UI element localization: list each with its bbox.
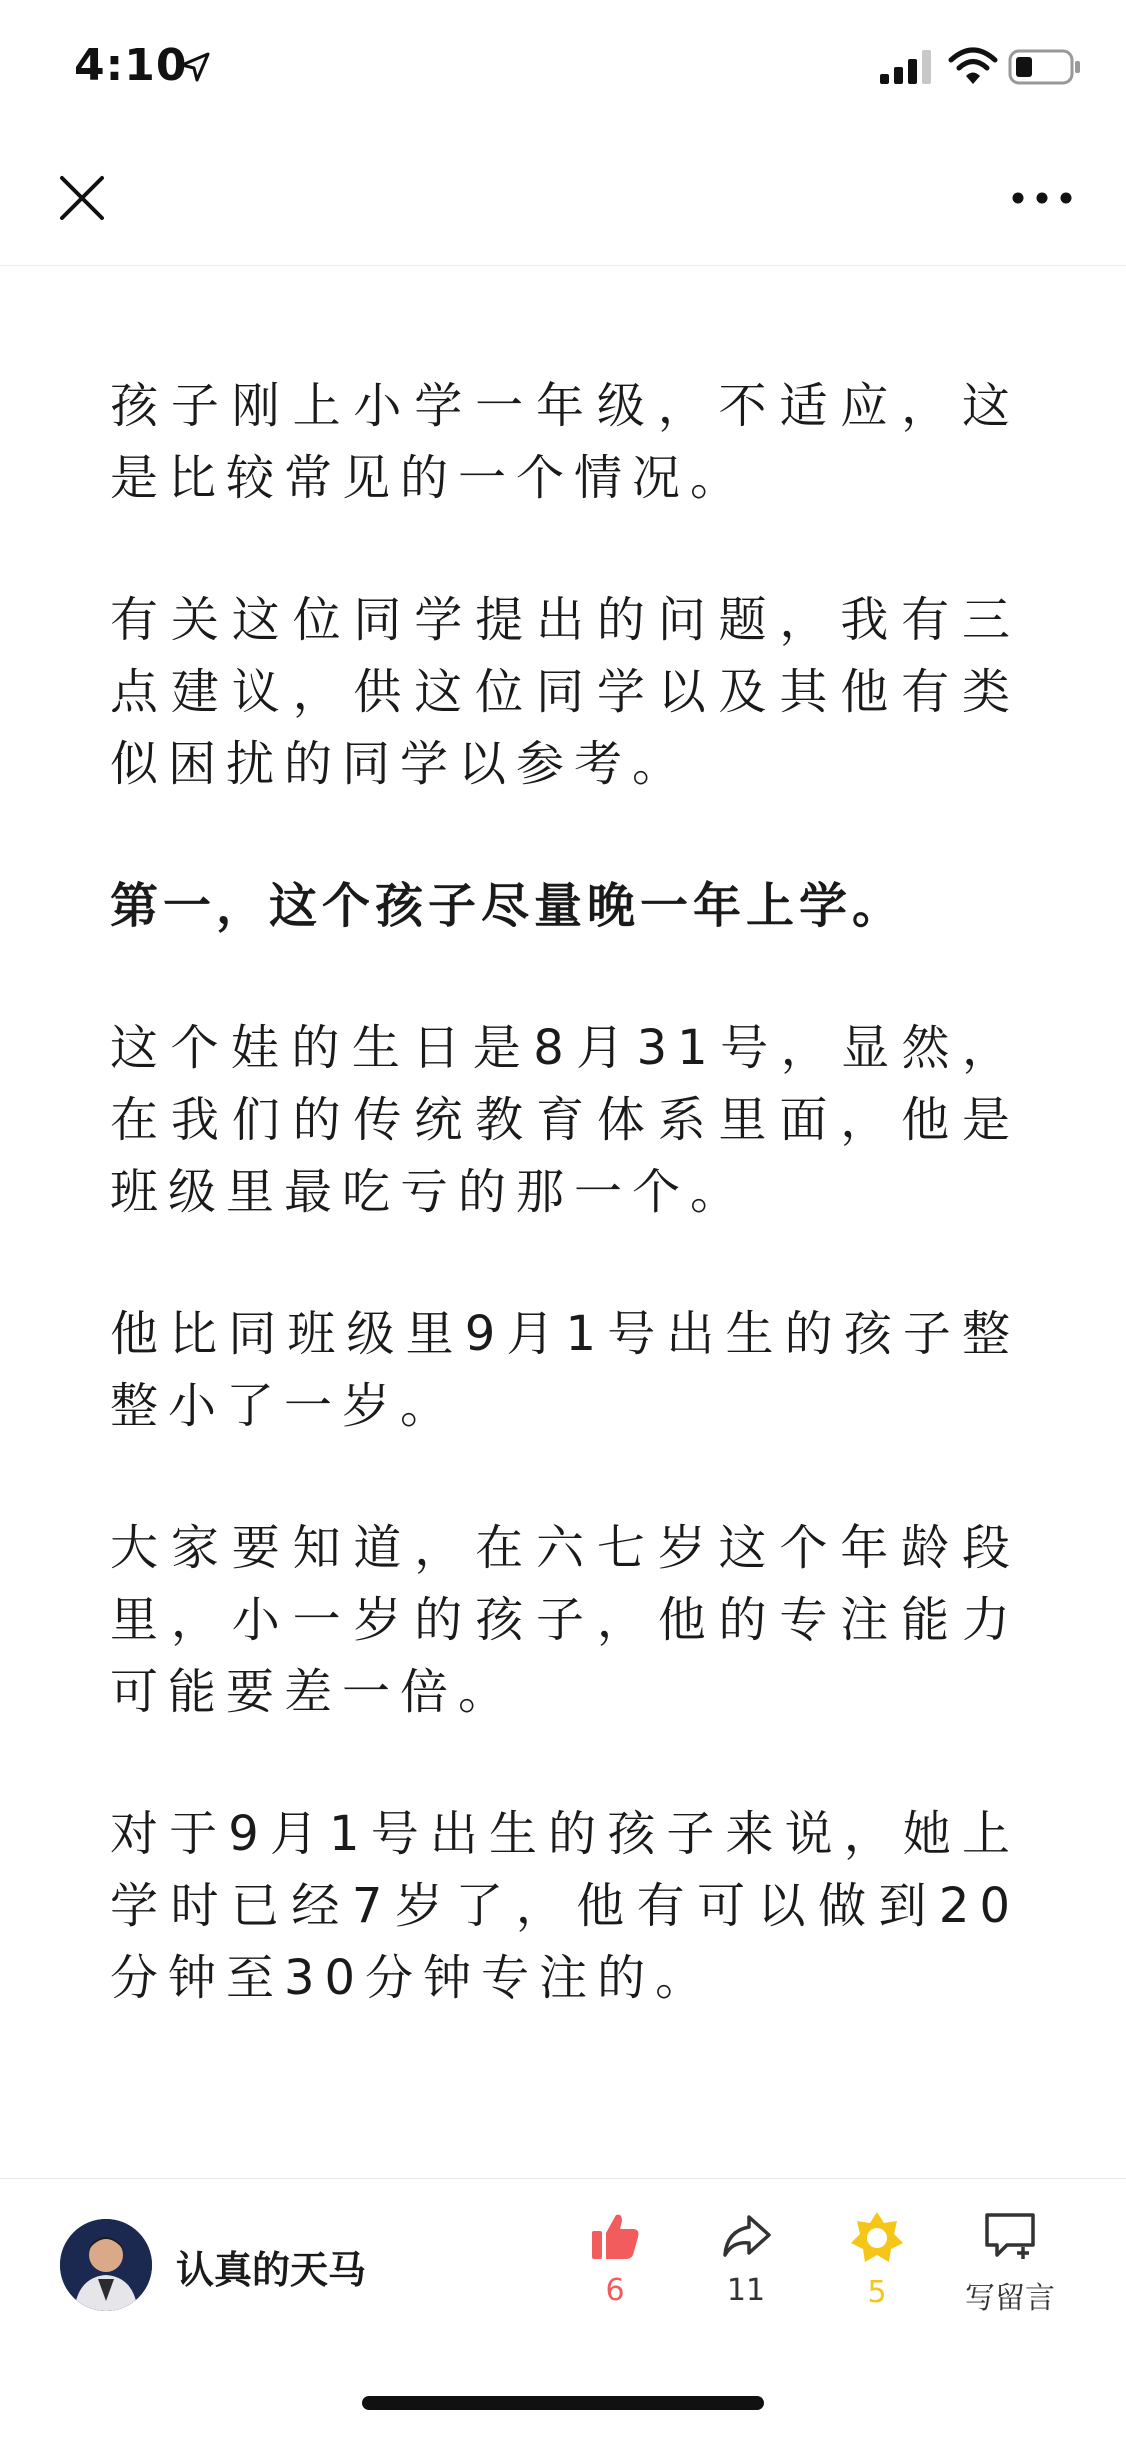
like-button[interactable] [560, 2209, 670, 2308]
article-paragraph: 对于9月1号出生的孩子来说，她上学时已经7岁了，他有可以做到20分钟至30分钟专注的。 [110, 1806, 1020, 2006]
article-paragraph: 他比同班级里9月1号出生的孩子整整小了一岁。 [110, 1306, 1020, 1434]
battery-icon [1008, 48, 1082, 86]
wifi-icon [948, 46, 998, 86]
author-avatar[interactable] [60, 2219, 152, 2311]
star-badge-icon [849, 2209, 905, 2265]
nav-bar [0, 130, 1126, 266]
share-button[interactable] [691, 2209, 801, 2308]
cellular-signal-icon [880, 48, 936, 86]
article-paragraph: 有关这位同学提出的问题，我有三点建议，供这位同学以及其他有类似困扰的同学以参考。 [110, 592, 1020, 792]
more-options-icon[interactable] [1010, 180, 1074, 216]
write-comment-label: 写留言 [965, 2281, 1055, 2316]
status-time: 4:10 [74, 40, 188, 91]
article-paragraph: 大家要知道，在六七岁这个年龄段里，小一岁的孩子，他的专注能力可能要差一倍。 [110, 1520, 1020, 1720]
article-paragraph: 这个娃的生日是8月31号，显然，在我们的传统教育体系里面，他是班级里最吃亏的那一个。 [110, 1020, 1020, 1220]
close-icon[interactable] [54, 170, 110, 226]
like-count: 6 [605, 2273, 625, 2308]
avatar-portrait-icon [60, 2219, 152, 2311]
thumbs-up-icon [588, 2209, 642, 2263]
location-arrow-icon [180, 52, 210, 82]
write-comment-button[interactable] [955, 2209, 1065, 2317]
share-arrow-icon [719, 2209, 773, 2263]
article-paragraph: 孩子刚上小学一年级，不适应，这是比较常见的一个情况。 [110, 378, 1020, 506]
status-bar [0, 0, 1126, 130]
comment-bubble-icon [981, 2209, 1039, 2263]
article-heading-paragraph: 第一，这个孩子尽量晚一年上学。 [110, 878, 906, 934]
article-body [110, 370, 1020, 2084]
author-name[interactable]: 认真的天马 [176, 2248, 367, 2292]
wow-button[interactable] [822, 2209, 932, 2310]
share-count: 11 [726, 2273, 766, 2308]
home-indicator[interactable] [362, 2396, 764, 2410]
wow-count: 5 [867, 2275, 887, 2310]
